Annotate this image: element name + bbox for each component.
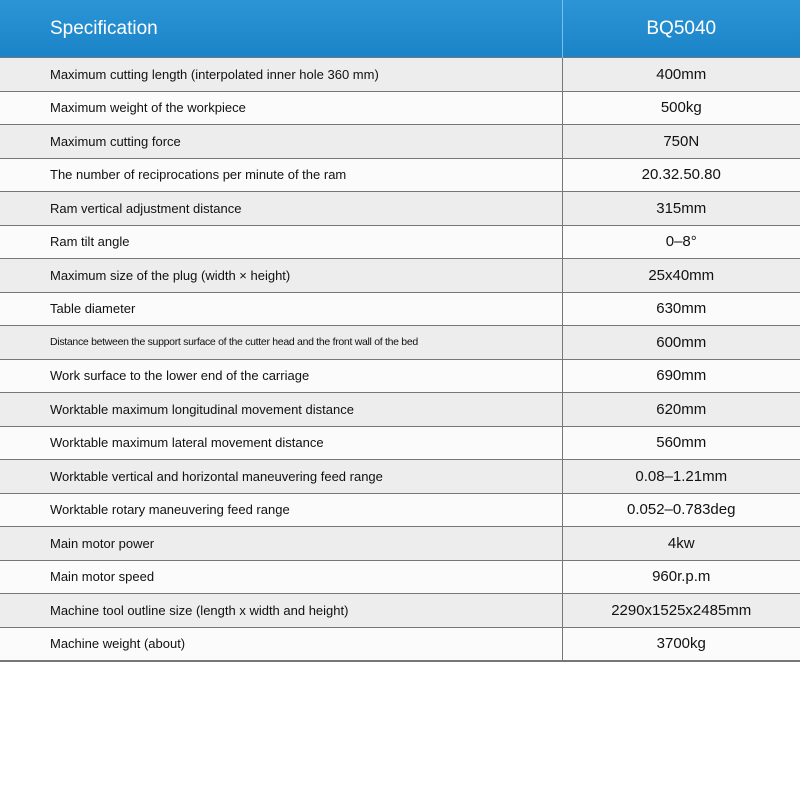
row-value: 690mm — [562, 359, 800, 393]
table-row — [0, 326, 800, 360]
row-label: Main motor power — [0, 527, 562, 561]
row-value: 620mm — [562, 393, 800, 427]
table-row — [0, 460, 800, 494]
table-row — [0, 426, 800, 460]
row-value: 2290x1525x2485mm — [562, 594, 800, 628]
row-value: 20.32.50.80 — [562, 158, 800, 192]
row-value: 25x40mm — [562, 259, 800, 293]
table-row — [0, 91, 800, 125]
row-label: Maximum weight of the workpiece — [0, 91, 562, 125]
row-label: Work surface to the lower end of the carriage — [0, 359, 562, 393]
table-row — [0, 158, 800, 192]
row-label: Worktable vertical and horizontal maneuvering feed range — [0, 460, 562, 494]
row-value: 315mm — [562, 192, 800, 226]
table-row — [0, 125, 800, 159]
row-value: 500kg — [562, 91, 800, 125]
row-label: Table diameter — [0, 292, 562, 326]
row-value: 600mm — [562, 326, 800, 360]
table-row — [0, 594, 800, 628]
row-value: 0.08–1.21mm — [562, 460, 800, 494]
table-row — [0, 527, 800, 561]
header-specification: Specification — [0, 0, 562, 58]
row-label: Worktable maximum longitudinal movement distance — [0, 393, 562, 427]
table-row — [0, 58, 800, 92]
table-row — [0, 393, 800, 427]
row-value: 3700kg — [562, 627, 800, 661]
table-row — [0, 292, 800, 326]
row-label: Distance between the support surface of the cutter head and the front wall of the bed — [0, 326, 562, 360]
table-row — [0, 192, 800, 226]
row-value: 960r.p.m — [562, 560, 800, 594]
row-label: Worktable maximum lateral movement distance — [0, 426, 562, 460]
header-model: BQ5040 — [562, 0, 800, 58]
table-row — [0, 359, 800, 393]
row-value: 560mm — [562, 426, 800, 460]
row-label: Worktable rotary maneuvering feed range — [0, 493, 562, 527]
row-label: Maximum cutting length (interpolated inner hole 360 mm) — [0, 58, 562, 92]
spec-table-header — [0, 0, 800, 58]
table-row — [0, 627, 800, 661]
row-value: 0.052–0.783deg — [562, 493, 800, 527]
row-label: Main motor speed — [0, 560, 562, 594]
row-value: 630mm — [562, 292, 800, 326]
table-row — [0, 493, 800, 527]
row-value: 4kw — [562, 527, 800, 561]
row-value: 400mm — [562, 58, 800, 92]
row-label: Machine weight (about) — [0, 627, 562, 661]
row-label: Maximum size of the plug (width × height) — [0, 259, 562, 293]
header-row — [0, 0, 800, 58]
row-label: Ram tilt angle — [0, 225, 562, 259]
row-label: Maximum cutting force — [0, 125, 562, 159]
table-row — [0, 259, 800, 293]
row-value: 750N — [562, 125, 800, 159]
row-label: Machine tool outline size (length x width and height) — [0, 594, 562, 628]
table-row — [0, 560, 800, 594]
row-value: 0–8° — [562, 225, 800, 259]
row-label: The number of reciprocations per minute of the ram — [0, 158, 562, 192]
table-row — [0, 225, 800, 259]
row-label: Ram vertical adjustment distance — [0, 192, 562, 226]
